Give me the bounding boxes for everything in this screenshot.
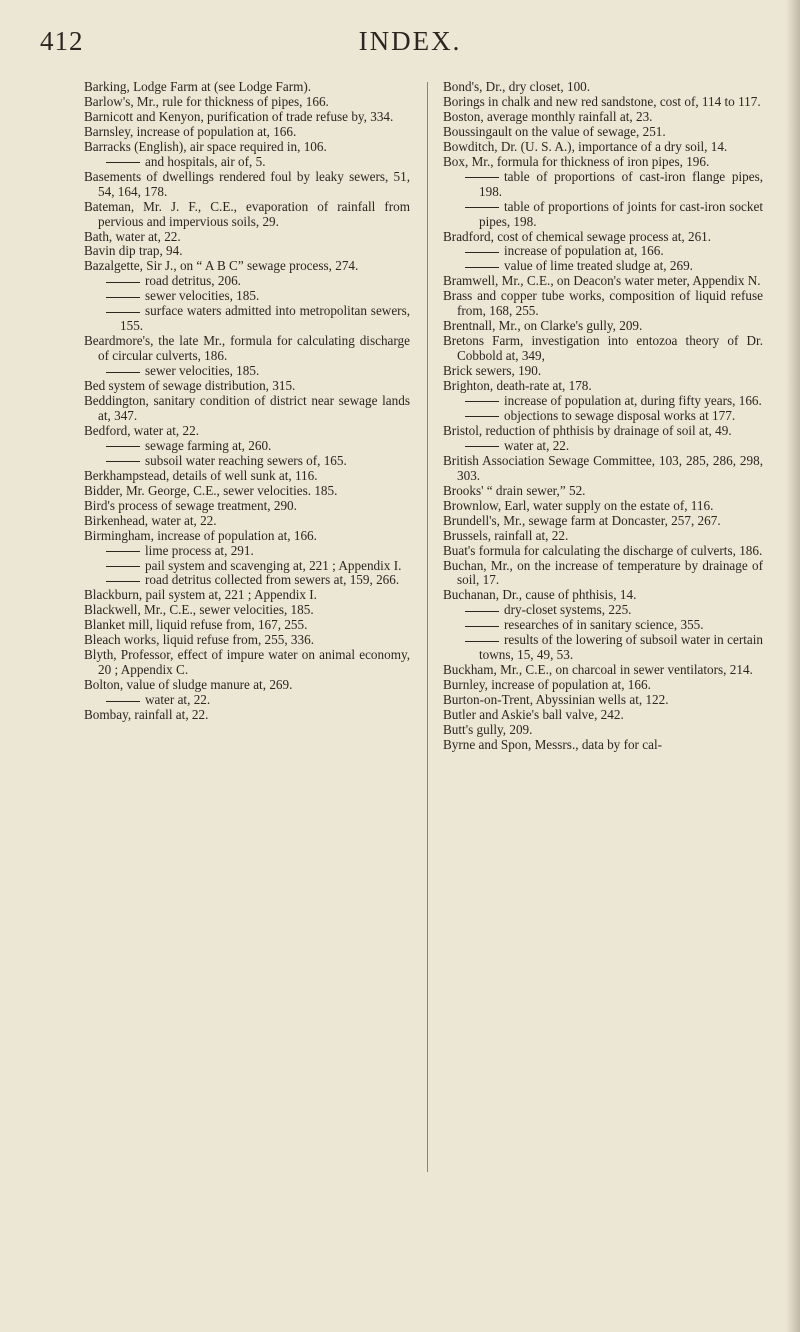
entry-text: Burton-on-Trent, Abyssinian wells at, 122. — [443, 692, 669, 708]
index-entry — [84, 95, 410, 110]
index-entry — [443, 663, 763, 678]
entry-text: Bateman, Mr. J. F., C.E., evaporation of rainfall from pervious and impervious soils, 29. — [84, 198, 410, 229]
index-subentry — [84, 289, 410, 304]
index-subentry — [84, 693, 410, 708]
index-entry — [443, 140, 763, 155]
index-entry — [84, 379, 410, 394]
entry-text: Basements of dwellings rendered foul by leaky sewers, 51, 54, 164, 178. — [84, 168, 410, 199]
entry-text: British Association Sewage Committee, 103, 285, 286, 298, 303. — [443, 452, 763, 483]
index-entry — [443, 155, 763, 170]
index-entry — [443, 693, 763, 708]
ditto-dash — [465, 207, 499, 208]
index-entry — [443, 110, 763, 125]
entry-text: Brownlow, Earl, water supply on the estate of, 116. — [443, 497, 714, 513]
index-subentry — [443, 259, 763, 274]
index-entry — [84, 499, 410, 514]
entry-text: results of the lowering of subsoil water in certain towns, 15, 49, 53. — [479, 632, 763, 663]
index-entry — [84, 394, 410, 424]
entry-text: Beardmore's, the late Mr., formula for calculating discharge of circular culverts, 186. — [84, 333, 410, 364]
entry-text: Bleach works, liquid refuse from, 255, 336. — [84, 632, 315, 648]
entry-text: Butt's gully, 209. — [443, 721, 533, 737]
ditto-dash — [106, 461, 140, 462]
index-subentry — [443, 633, 763, 663]
page-number: 412 — [40, 26, 84, 56]
index-entry — [443, 289, 763, 319]
index-entry — [443, 80, 763, 95]
index-entry — [443, 499, 763, 514]
index-column-right — [443, 80, 763, 753]
entry-text: Bradford, cost of chemical sewage process at, 261. — [443, 228, 712, 244]
entry-text: road detritus collected from sewers at, 159, 266. — [145, 572, 400, 588]
entry-text: road detritus, 206. — [145, 273, 241, 289]
entry-text: subsoil water reaching sewers of, 165. — [145, 452, 347, 468]
ditto-dash — [106, 701, 140, 702]
ditto-dash — [106, 312, 140, 313]
index-entry — [443, 738, 763, 753]
index-entry — [443, 125, 763, 140]
entry-text: Bird's process of sewage treatment, 290. — [84, 497, 297, 513]
ditto-dash — [465, 177, 499, 178]
index-subentry — [443, 618, 763, 633]
entry-text: Bolton, value of sludge manure at, 269. — [84, 677, 293, 693]
ditto-dash — [106, 162, 140, 163]
entry-text: Beddington, sanitary condition of district near sewage lands at, 347. — [84, 393, 410, 423]
index-entry — [84, 125, 410, 140]
ditto-dash — [465, 611, 499, 612]
ditto-dash — [465, 416, 499, 417]
entry-text: Bidder, Mr. George, C.E., sewer velocities. 185. — [84, 482, 338, 498]
index-subentry — [443, 244, 763, 259]
ditto-dash — [465, 401, 499, 402]
index-entry — [84, 230, 410, 245]
entry-text: Bed system of sewage distribution, 315. — [84, 378, 296, 394]
index-entry — [443, 319, 763, 334]
entry-text: Byrne and Spon, Messrs., data by for cal- — [443, 736, 663, 752]
index-subentry — [443, 170, 763, 200]
index-subentry — [84, 304, 410, 334]
index-entry — [443, 484, 763, 499]
index-entry — [84, 514, 410, 529]
entry-text: water at, 22. — [504, 437, 570, 453]
entry-text: lime process at, 291. — [145, 542, 254, 558]
index-subentry — [84, 364, 410, 379]
index-entry — [443, 95, 763, 110]
entry-text: Barlow's, Mr., rule for thickness of pipes, 166. — [84, 93, 329, 109]
ditto-dash — [465, 446, 499, 447]
entry-text: Borings in chalk and new red sandstone, cost of, 114 to 117. — [443, 93, 761, 109]
entry-text: Bath, water at, 22. — [84, 228, 181, 244]
entry-text: Bazalgette, Sir J., on “ A B C” sewage process, 274. — [84, 258, 359, 274]
entry-text: sewer velocities, 185. — [145, 288, 260, 304]
entry-text: Buchanan, Dr., cause of phthisis, 14. — [443, 587, 637, 603]
entry-text: Buat's formula for calculating the discharge of culverts, 186. — [443, 542, 763, 558]
entry-text: Barking, Lodge Farm at (see Lodge Farm). — [84, 79, 312, 94]
entry-text: Barracks (English), air space required in, 106. — [84, 138, 327, 154]
index-entry — [443, 424, 763, 439]
entry-text: Bretons Farm, investigation into entozoa theory of Dr. Cobbold at, 349, — [443, 333, 763, 364]
index-subentry — [443, 200, 763, 230]
entry-text: sewer velocities, 185. — [145, 363, 260, 379]
index-entry — [443, 588, 763, 603]
entry-text: Brussels, rainfall at, 22. — [443, 527, 569, 543]
index-entry — [84, 244, 410, 259]
entry-text: Birkenhead, water at, 22. — [84, 512, 217, 528]
entry-text: Brighton, death-rate at, 178. — [443, 378, 592, 394]
ditto-dash — [106, 551, 140, 552]
index-entry — [84, 618, 410, 633]
entry-text: sewage farming at, 260. — [145, 437, 272, 453]
index-entry — [84, 484, 410, 499]
entry-text: increase of population at, 166. — [504, 243, 664, 259]
index-entry — [84, 259, 410, 274]
index-entry — [443, 334, 763, 364]
entry-text: Blyth, Professor, effect of impure water on animal economy, 20 ; Appendix C. — [84, 647, 410, 678]
column-divider — [427, 82, 428, 1172]
entry-text: Bedford, water at, 22. — [84, 422, 199, 438]
index-entry — [443, 454, 763, 484]
entry-text: Birmingham, increase of population at, 166. — [84, 527, 317, 543]
entry-text: value of lime treated sludge at, 269. — [504, 258, 693, 274]
index-entry — [443, 559, 763, 589]
index-entry — [443, 379, 763, 394]
entry-text: Bristol, reduction of phthisis by drainage of soil at, 49. — [443, 422, 732, 438]
index-subentry — [443, 409, 763, 424]
entry-text: objections to sewage disposal works at 177. — [504, 407, 736, 423]
entry-text: Buchan, Mr., on the increase of temperature by drainage of soil, 17. — [443, 557, 763, 588]
ditto-dash — [465, 252, 499, 253]
index-entry — [84, 140, 410, 155]
entry-text: Bramwell, Mr., C.E., on Deacon's water meter, Appendix N. — [443, 273, 761, 289]
entry-text: Bowditch, Dr. (U. S. A.), importance of a dry soil, 14. — [443, 138, 728, 154]
index-entry — [84, 200, 410, 230]
index-entry — [84, 603, 410, 618]
entry-text: pail system and scavenging at, 221 ; Appendix I. — [145, 557, 402, 573]
index-entry — [84, 170, 410, 200]
entry-text: Boston, average monthly rainfall at, 23. — [443, 108, 653, 124]
index-subentry — [84, 439, 410, 454]
index-entry — [443, 230, 763, 245]
entry-text: Brick sewers, 190. — [443, 363, 542, 379]
entry-text: Box, Mr., formula for thickness of iron pipes, 196. — [443, 153, 710, 169]
index-entry — [443, 529, 763, 544]
index-entry — [84, 588, 410, 603]
index-entry — [84, 708, 410, 723]
ditto-dash — [106, 372, 140, 373]
index-subentry — [84, 544, 410, 559]
ditto-dash — [465, 267, 499, 268]
index-entry — [443, 723, 763, 738]
index-subentry — [84, 155, 410, 170]
entry-text: Barnicott and Kenyon, purification of trade refuse by, 334. — [84, 108, 394, 124]
index-subentry — [84, 454, 410, 469]
entry-text: Burnley, increase of population at, 166. — [443, 677, 651, 693]
index-entry — [84, 334, 410, 364]
index-entry — [84, 110, 410, 125]
entry-text: surface waters admitted into metropolitan sewers, 155. — [120, 303, 410, 334]
index-entry — [84, 633, 410, 648]
ditto-dash — [106, 581, 140, 582]
index-subentry — [443, 439, 763, 454]
index-entry — [84, 648, 410, 678]
entry-text: Brass and copper tube works, composition of liquid refuse from, 168, 255. — [443, 288, 763, 319]
index-subentry — [84, 559, 410, 574]
entry-text: Blackwell, Mr., C.E., sewer velocities, 185. — [84, 602, 314, 618]
index-entry — [443, 678, 763, 693]
index-subentry — [443, 603, 763, 618]
index-entry — [443, 274, 763, 289]
index-entry — [84, 529, 410, 544]
page-edge-shadow — [786, 0, 800, 1332]
index-entry — [84, 469, 410, 484]
entry-text: researches of in sanitary science, 355. — [504, 617, 704, 633]
entry-text: Boussingault on the value of sewage, 251. — [443, 123, 666, 139]
index-subentry — [84, 274, 410, 289]
index-subentry — [84, 573, 410, 588]
entry-text: Blanket mill, liquid refuse from, 167, 255. — [84, 617, 308, 633]
page-header — [0, 26, 800, 66]
entry-text: Barnsley, increase of population at, 166. — [84, 123, 297, 139]
entry-text: and hospitals, air of, 5. — [145, 153, 266, 169]
ditto-dash — [106, 297, 140, 298]
entry-text: Buckham, Mr., C.E., on charcoal in sewer ventilators, 214. — [443, 662, 753, 678]
ditto-dash — [465, 626, 499, 627]
ditto-dash — [106, 282, 140, 283]
index-entry — [443, 708, 763, 723]
entry-text: Brentnall, Mr., on Clarke's gully, 209. — [443, 318, 643, 334]
entry-text: Bond's, Dr., dry closet, 100. — [443, 79, 591, 94]
entry-text: water at, 22. — [145, 692, 211, 708]
entry-text: Butler and Askie's ball valve, 242. — [443, 707, 624, 723]
entry-text: Bavin dip trap, 94. — [84, 243, 183, 259]
entry-text: Berkhampstead, details of well sunk at, 116. — [84, 467, 318, 483]
entry-text: Brooks' “ drain sewer,” 52. — [443, 482, 586, 498]
entry-text: increase of population at, during fifty years, 166. — [504, 393, 762, 409]
index-entry — [84, 80, 410, 95]
index-entry — [84, 424, 410, 439]
entry-text: table of proportions of cast-iron flange pipes, 198. — [479, 168, 763, 199]
index-entry — [443, 514, 763, 529]
index-entry — [84, 678, 410, 693]
entry-text: Brundell's, Mr., sewage farm at Doncaster, 257, 267. — [443, 512, 721, 528]
running-title: INDEX. — [358, 26, 462, 56]
entry-text: Blackburn, pail system at, 221 ; Appendix I. — [84, 587, 317, 603]
entry-text: dry-closet systems, 225. — [504, 602, 632, 618]
ditto-dash — [465, 641, 499, 642]
index-entry — [443, 364, 763, 379]
ditto-dash — [106, 446, 140, 447]
index-subentry — [443, 394, 763, 409]
entry-text: table of proportions of joints for cast-iron socket pipes, 198. — [479, 198, 763, 229]
index-entry — [443, 544, 763, 559]
ditto-dash — [106, 566, 140, 567]
index-column-left — [84, 80, 410, 723]
entry-text: Bombay, rainfall at, 22. — [84, 707, 209, 723]
